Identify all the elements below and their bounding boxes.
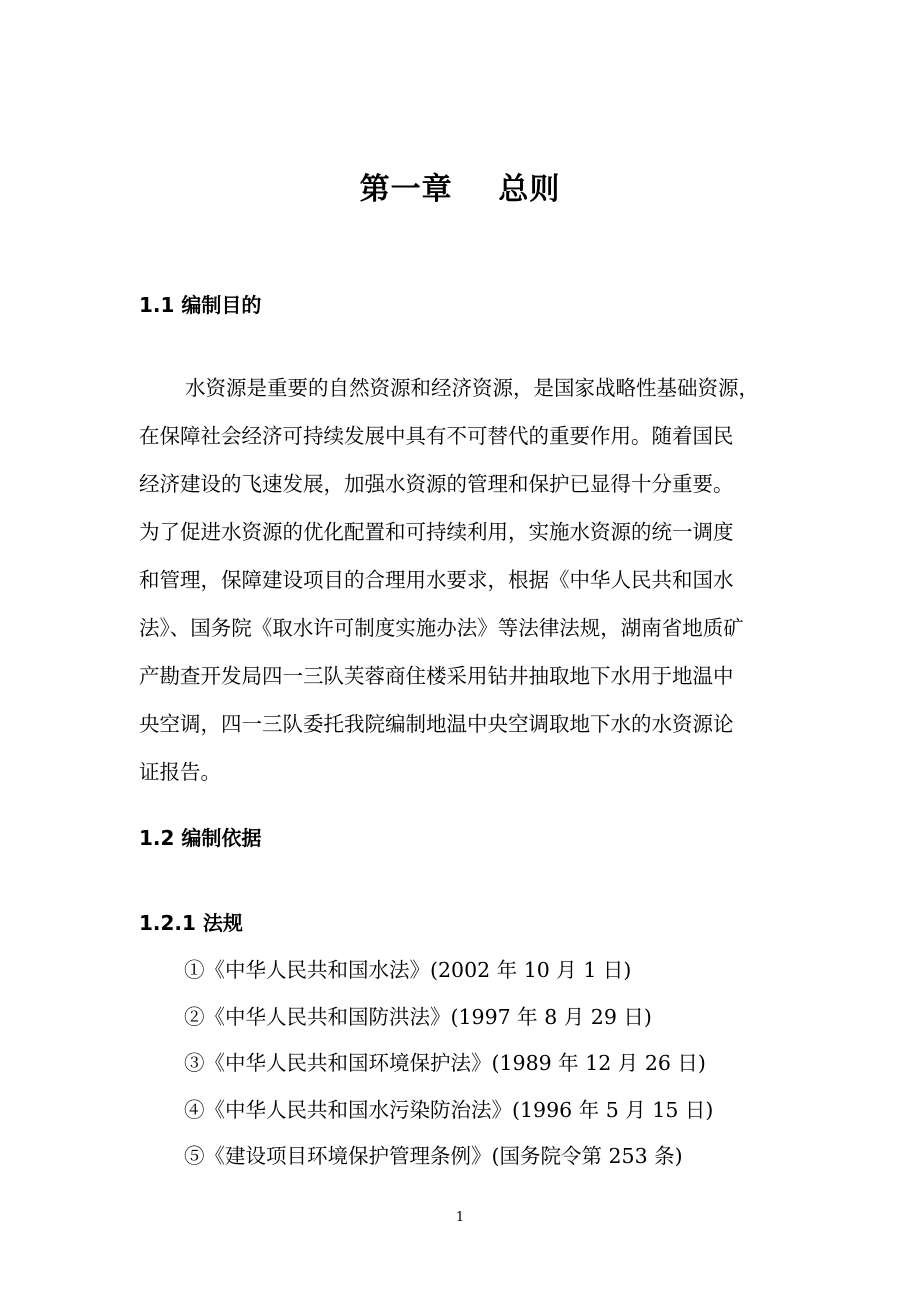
paragraph-line: 经济建设的飞速发展，加强水资源的管理和保护已显得十分重要。: [139, 472, 734, 496]
paragraph-line: 在保障社会经济可持续发展中具有不可替代的重要作用。随着国民: [139, 424, 734, 448]
paragraph-line: 为了促进水资源的优化配置和可持续利用，实施水资源的统一调度: [139, 520, 734, 544]
chapter-title: 第一章 总则: [359, 172, 561, 207]
paragraph-line: 央空调，四一三队委托我院编制地温中央空调取地下水的水资源论: [139, 712, 734, 736]
section-heading-1-1: 1.1 编制目的: [139, 293, 262, 317]
paragraph-line: 水资源是重要的自然资源和经济资源，是国家战略性基础资源，: [185, 376, 759, 400]
law-item: ⑤《建设项目环境保护管理条例》(国务院令第 253 条): [184, 1144, 683, 1168]
paragraph-line: 产勘查开发局四一三队芙蓉商住楼采用钻井抽取地下水用于地温中: [139, 664, 734, 688]
paragraph-line: 和管理，保障建设项目的合理用水要求，根据《中华人民共和国水: [139, 568, 734, 592]
law-item: ④《中华人民共和国水污染防治法》(1996 年 5 月 15 日): [184, 1097, 714, 1122]
section-heading-1-2-1: 1.2.1 法规: [139, 911, 243, 935]
paragraph-line: 证报告。: [139, 760, 221, 784]
law-list: [184, 947, 713, 1180]
purpose-paragraph: [139, 364, 839, 796]
law-item: ①《中华人民共和国水法》(2002 年 10 月 1 日): [184, 958, 632, 982]
law-item: ③《中华人民共和国环境保护法》(1989 年 12 月 26 日): [184, 1051, 706, 1075]
section-heading-1-2: 1.2 编制依据: [139, 826, 262, 850]
page-number: 1: [455, 1210, 465, 1225]
paragraph-line: 法》、国务院《取水许可制度实施办法》等法律法规，湖南省地质矿: [139, 616, 744, 640]
law-item: ②《中华人民共和国防洪法》(1997 年 8 月 29 日): [184, 1004, 652, 1029]
